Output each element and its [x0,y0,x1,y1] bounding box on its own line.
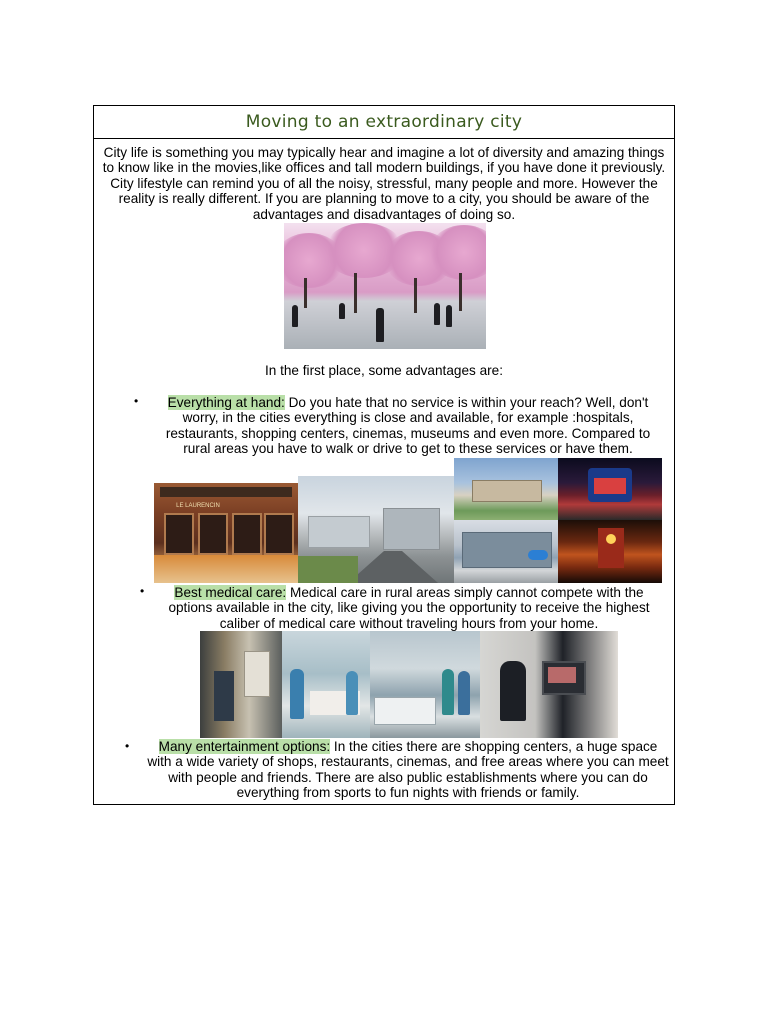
advantages-intro: In the first place, some advantages are: [264,363,504,378]
mall-photo-4 [558,520,662,583]
bullet-highlight: Everything at hand: [167,395,285,410]
bullet-text: Medical care in rural areas simply cannot compete with the options available in the city, like giving you the opportunity to receive the highest caliber of medical care without traveling hours from your home. [168,585,650,631]
intro-paragraph: City life is something you may typically hear and imagine a lot of diversity and amazing things to know like in the movies,like offices and tall modern buildings, if you have done it previously. City lifestyle can remind you of all the noisy, stressful, many people and more. However the reality is really different. If you are planning to move to a city, you should be aware of the advantages and disadvantages of doing so. [102,145,666,222]
cherry-blossom-photo [284,223,486,349]
document-frame [93,105,675,805]
medical-photo-2 [282,631,370,738]
bullet-dot: • [140,584,145,598]
cafe-sign: LE LAURENCIN [176,503,220,509]
bullet-dot: • [125,739,130,753]
title-row [94,106,674,139]
page-title: Moving to an extraordinary city [245,112,523,132]
bullet-text: In the cities there are shopping centers, a huge space with a wide variety of shops, restaurants, cinemas, and free areas where you can meet with people and friends. There are also public establishments where you can do everything from sports to fun nights with friends or family. [147,739,669,801]
medical-photo-1 [200,631,282,738]
bullet-everything-at-hand [152,395,664,457]
bullet-best-medical-care [154,585,664,631]
bullet-highlight: Best medical care: [174,585,287,600]
bullet-highlight: Many entertainment options: [158,739,331,754]
street-photo [298,476,454,583]
bullet-text: Do you hate that no service is within your reach? Well, don't worry, in the cities everything is close and available, for example :hospitals, restaurants, shopping centers, cinemas, museums and even more. Compared to rural areas you have to walk or drive to get to these services or have them. [165,395,651,457]
cafe-photo [154,483,298,583]
mall-photo-2 [558,458,662,520]
mall-photo-1 [454,458,558,520]
medical-photo-3 [370,631,480,738]
mall-photo-3 [454,520,558,583]
medical-photo-4 [480,631,618,738]
bullet-entertainment-options [146,739,670,801]
bullet-dot: • [134,394,139,408]
